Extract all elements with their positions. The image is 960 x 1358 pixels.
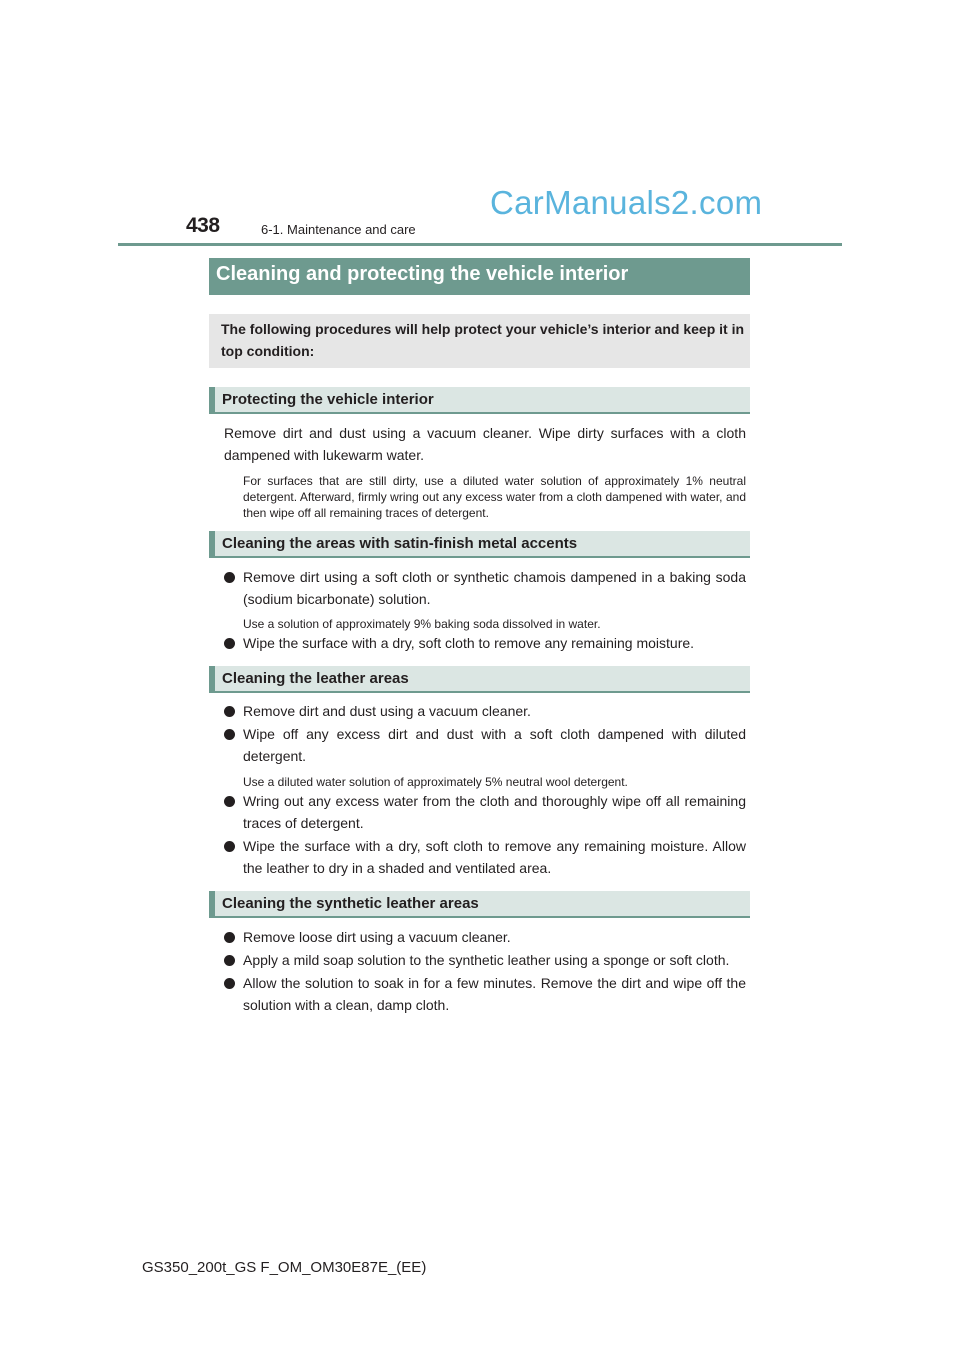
list-item [224,566,746,610]
list-item-text: Wipe the surface with a dry, soft cloth to remove any remaining moisture. [243,635,695,651]
section-heading-text: Cleaning the synthetic leather areas [222,895,479,912]
list-item [224,700,746,722]
section-heading-protecting [209,387,750,414]
bullet-icon [224,572,235,583]
section-heading-text: Cleaning the leather areas [222,670,409,687]
watermark: CarManuals2.com [490,184,763,221]
list-item [224,790,746,834]
section-note: For surfaces that are still dirty, use a diluted water solution of approximately 1% neutral detergent. Afterward, firmly wring out any excess water from a cloth dampened with water, and then wipe off all remaining traces of detergent. [243,474,746,520]
section-heading-text: Cleaning the areas with satin-finish metal accents [222,535,578,552]
section-heading-leather [209,666,750,693]
section-paragraph: Remove dirt and dust using a vacuum cleaner. Wipe dirty surfaces with a cloth dampened with lukewarm water. [224,425,746,463]
list-item-text: Apply a mild soap solution to the synthetic leather using a sponge or soft cloth. [243,952,730,968]
section-note: Use a diluted water solution of approximately 5% neutral wool detergent. [243,775,628,789]
section-heading-satin-metal [209,531,750,558]
list-item-text: Remove dirt and dust using a vacuum cleaner. [243,703,531,719]
list-item [224,949,746,971]
bullet-icon [224,978,235,989]
bullet-icon [224,841,235,852]
section-heading-synthetic-leather [209,891,750,918]
list-item-text: Remove loose dirt using a vacuum cleaner. [243,929,511,945]
bullet-icon [224,729,235,740]
intro-text: The following procedures will help protect your vehicle’s interior and keep it in top condition: [221,321,745,359]
list-item-text: Remove dirt using a soft cloth or synthetic chamois dampened in a baking soda (sodium bicarbonate) solution. [243,569,746,607]
section-heading-text: Protecting the vehicle interior [222,391,434,408]
bullet-icon [224,796,235,807]
section-reference: 6-1. Maintenance and care [261,222,416,237]
document-code: GS350_200t_GS F_OM_OM30E87E_(EE) [142,1259,427,1276]
list-item [224,926,746,948]
header-rule [118,243,842,246]
list-item [224,972,746,1016]
list-item [224,723,746,767]
bullet-icon [224,955,235,966]
bullet-icon [224,706,235,717]
section-note: Use a solution of approximately 9% baking soda dissolved in water. [243,617,601,631]
page-number: 438 [186,214,220,237]
list-item-text: Wring out any excess water from the cloth and thoroughly wipe off all remaining traces of detergent. [243,793,746,831]
bullet-icon [224,638,235,649]
list-item-text: Wipe off any excess dirt and dust with a soft cloth dampened with diluted detergent. [243,726,746,764]
list-item-text: Allow the solution to soak in for a few minutes. Remove the dirt and wipe off the solution with a clean, damp cloth. [243,975,746,1013]
page-title: Cleaning and protecting the vehicle interior [216,263,629,285]
list-item-text: Wipe the surface with a dry, soft cloth to remove any remaining moisture. Allow the leather to dry in a shaded and ventilated area. [243,838,746,876]
list-item [224,632,746,654]
list-item [224,835,746,879]
bullet-icon [224,932,235,943]
